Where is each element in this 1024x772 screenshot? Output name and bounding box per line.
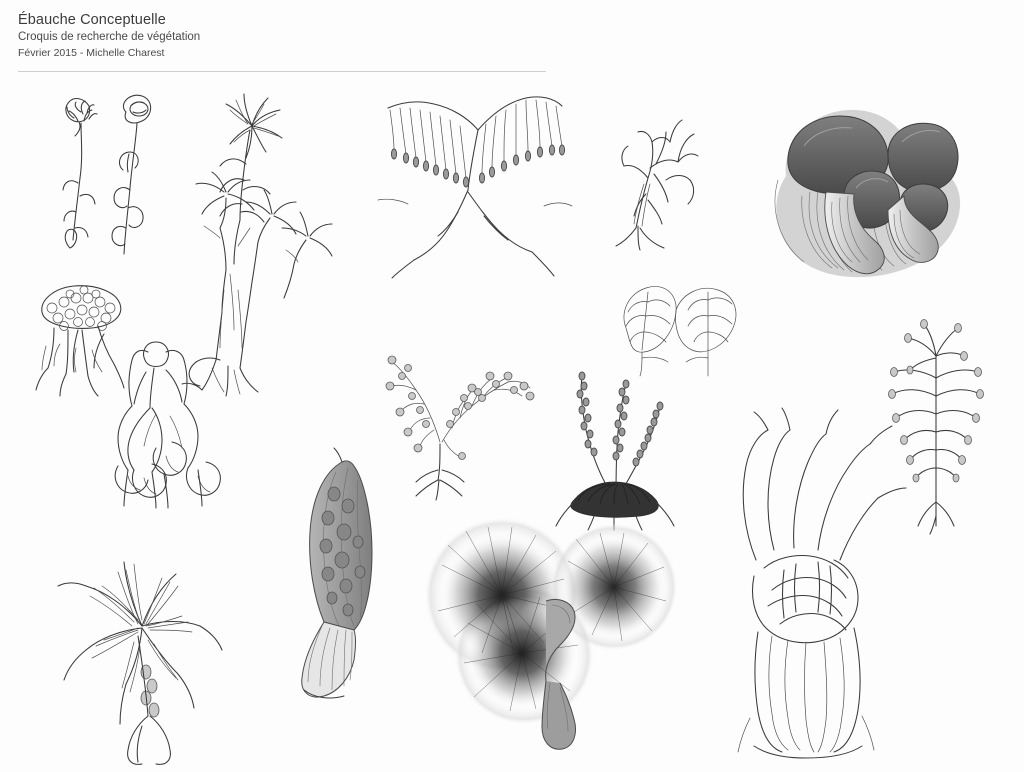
daisy-flower-stalks (26, 78, 156, 278)
page-title: Ébauche Conceptuelle (18, 12, 166, 28)
mushroom-cluster (748, 84, 968, 314)
weeping-palm (42, 516, 242, 766)
cabbage-crown-tree (710, 400, 910, 760)
page-subtitle: Croquis de recherche de végétation (18, 31, 201, 43)
dandelion-puffballs (418, 505, 688, 765)
pod-succulent (280, 446, 400, 706)
dragon-tree (168, 170, 348, 400)
bare-branching-shrub (596, 108, 726, 258)
page-credit: Février 2015 - Michelle Charest (18, 47, 165, 59)
weeping-willow-tree (358, 80, 588, 300)
